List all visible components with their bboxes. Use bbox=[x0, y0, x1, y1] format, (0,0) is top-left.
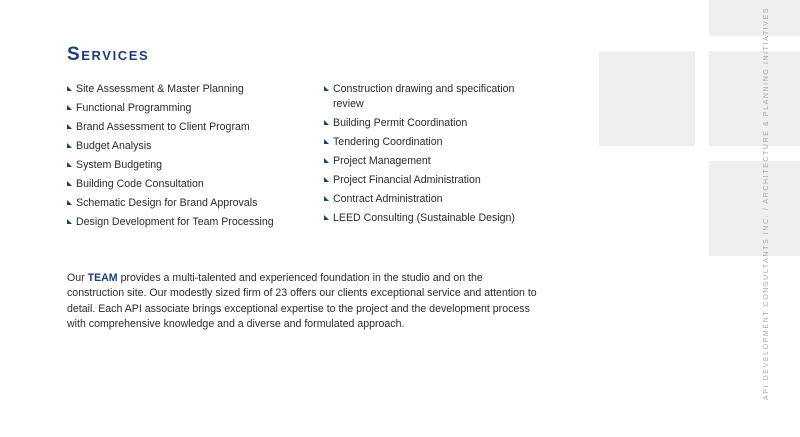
service-label: Design Development for Team Processing bbox=[76, 216, 274, 228]
service-item bbox=[324, 116, 524, 131]
service-item bbox=[324, 82, 524, 112]
bullet-triangle-icon bbox=[67, 143, 72, 148]
service-label: Contract Administration bbox=[333, 193, 443, 205]
service-item bbox=[67, 101, 307, 116]
bullet-triangle-icon bbox=[67, 124, 72, 129]
service-item bbox=[324, 211, 524, 226]
team-prefix: Our bbox=[67, 272, 88, 284]
decor-block-top bbox=[709, 0, 800, 36]
service-label: Site Assessment & Master Planning bbox=[76, 83, 244, 95]
service-label: Project Management bbox=[333, 155, 431, 167]
service-item bbox=[324, 173, 524, 188]
service-item bbox=[67, 120, 307, 135]
bullet-triangle-icon bbox=[67, 86, 72, 91]
service-item bbox=[324, 135, 524, 150]
service-label: Budget Analysis bbox=[76, 140, 152, 152]
bullet-triangle-icon bbox=[324, 86, 329, 91]
service-label: Brand Assessment to Client Program bbox=[76, 121, 250, 133]
service-item bbox=[67, 177, 307, 192]
bullet-triangle-icon bbox=[67, 105, 72, 110]
vertical-company-text: API DEVELOPMENT CONSULTANTS INC. / ARCHITECTURE & PLANNING INITIATIVES bbox=[763, 6, 770, 400]
team-paragraph bbox=[67, 271, 537, 333]
bullet-triangle-icon bbox=[324, 215, 329, 220]
service-item bbox=[324, 192, 524, 207]
service-item bbox=[67, 158, 307, 173]
service-label: LEED Consulting (Sustainable Design) bbox=[333, 212, 515, 224]
service-label: Schematic Design for Brand Approvals bbox=[76, 197, 258, 209]
bullet-triangle-icon bbox=[324, 196, 329, 201]
service-item bbox=[67, 139, 307, 154]
bullet-triangle-icon bbox=[67, 219, 72, 224]
decor-block-right-upper bbox=[709, 51, 800, 146]
bullet-triangle-icon bbox=[324, 120, 329, 125]
services-list-left bbox=[67, 82, 307, 234]
service-label: Building Code Consultation bbox=[76, 178, 204, 190]
service-label: Project Financial Administration bbox=[333, 174, 481, 186]
service-label: Functional Programming bbox=[76, 102, 192, 114]
bullet-triangle-icon bbox=[324, 139, 329, 144]
service-label: Building Permit Coordination bbox=[333, 117, 468, 129]
bullet-triangle-icon bbox=[324, 177, 329, 182]
decor-block-right-lower bbox=[709, 161, 800, 256]
service-label: Construction drawing and specification review bbox=[333, 83, 515, 110]
page-title: Services bbox=[67, 44, 150, 65]
service-item bbox=[67, 196, 307, 211]
bullet-triangle-icon bbox=[324, 158, 329, 163]
service-item bbox=[324, 154, 524, 169]
team-text: provides a multi-talented and experienced foundation in the studio and on the construction site. Our modestly sized firm of 23 offers our clients exceptional service and attention to detail. Each API associate brings exceptional expertise to the project and the development process with comprehensive knowledge and a diverse and formulated approach. bbox=[67, 272, 537, 331]
team-highlight: TEAM bbox=[87, 272, 118, 284]
service-label: Tendering Coordination bbox=[333, 136, 443, 148]
bullet-triangle-icon bbox=[67, 200, 72, 205]
service-label: System Budgeting bbox=[76, 159, 162, 171]
service-item bbox=[67, 82, 307, 97]
service-item bbox=[67, 215, 307, 230]
bullet-triangle-icon bbox=[67, 162, 72, 167]
decor-block-left bbox=[599, 51, 695, 146]
services-list-right bbox=[324, 82, 524, 230]
bullet-triangle-icon bbox=[67, 181, 72, 186]
